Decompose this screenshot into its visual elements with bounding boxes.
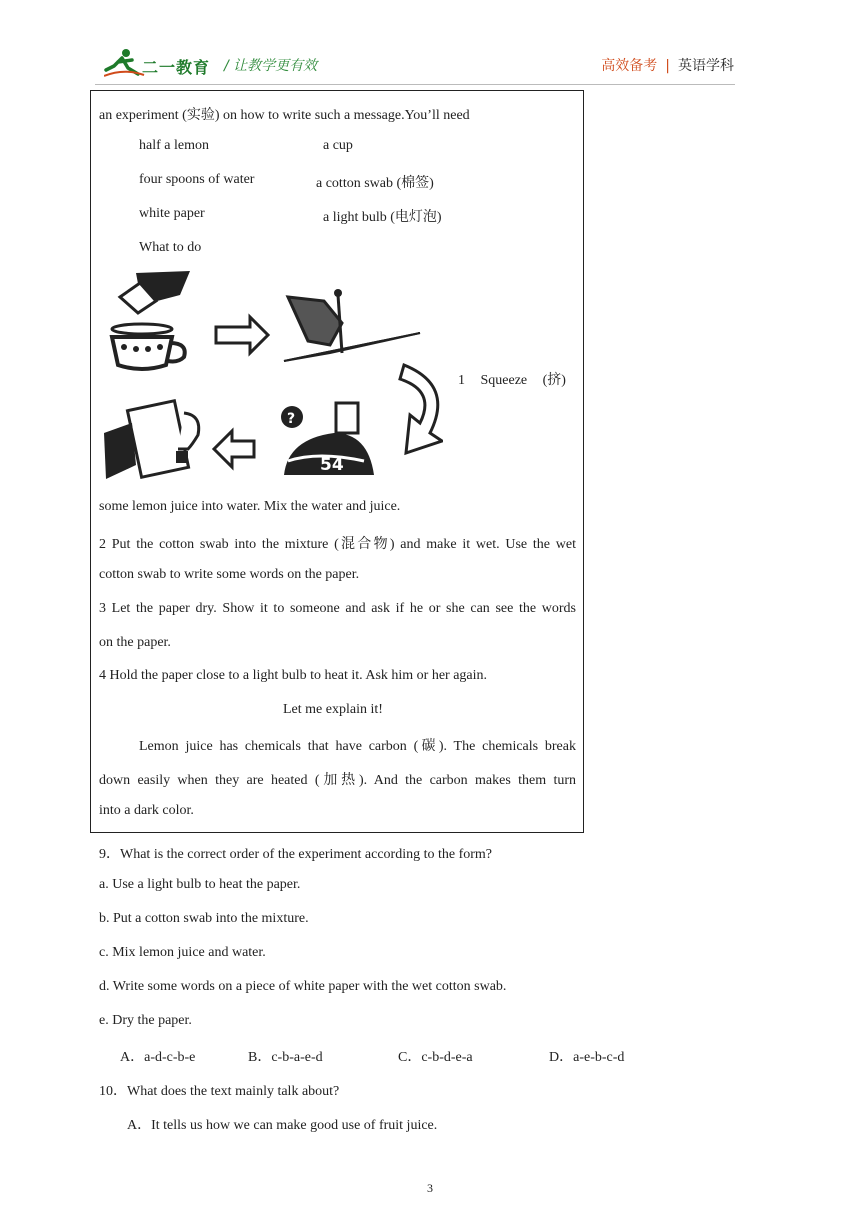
header-subject-name: 英语学科: [678, 58, 734, 74]
explain-heading: Let me explain it!: [283, 702, 383, 717]
header-exam-prep: 高效备考: [601, 58, 658, 74]
option-d[interactable]: D．a-e-b-c-d: [549, 1050, 625, 1065]
what-to-do-heading: What to do: [139, 240, 202, 255]
option-a[interactable]: A．a-d-c-b-e: [120, 1050, 196, 1065]
step-2-text-line1: 2 Put the cotton swab into the mixture (混合物) and make it wet. Use the wet: [99, 537, 576, 552]
explain-line1: Lemon juice has chemicals that have carbon (碳). The chemicals break: [139, 739, 576, 754]
header-subject: [601, 55, 734, 75]
material-item: a cup: [323, 138, 353, 153]
material-item: half a lemon: [139, 138, 209, 153]
jersey-number: 54: [320, 455, 344, 475]
arrow-right-icon: [216, 317, 268, 353]
squeeze-lemon-icon: [120, 271, 190, 313]
curved-arrow-down-icon: [400, 365, 442, 453]
step-4-text: 4 Hold the paper close to a light bulb to heat it. Ask him or her again.: [99, 668, 488, 683]
material-item: white paper: [139, 206, 205, 221]
material-item: four spoons of water: [139, 172, 255, 187]
slogan: / 让教学更有效: [224, 58, 318, 74]
cup-icon: [112, 324, 185, 369]
explain-line3: into a dark color.: [99, 803, 194, 818]
step-3-text-line2: on the paper.: [99, 635, 171, 650]
option-b[interactable]: B．c-b-a-e-d: [248, 1050, 323, 1065]
statement-item: e. Dry the paper.: [99, 1013, 192, 1028]
page-header: [0, 0, 860, 90]
question-10-stem: 10．What does the text mainly talk about?: [99, 1084, 340, 1099]
step-2-text-line2: cotton swab to write some words on the paper.: [99, 567, 360, 582]
step-3-text-line1: 3 Let the paper dry. Show it to someone and ask if he or she can see the words: [99, 601, 576, 616]
person-question-icon: [281, 403, 374, 475]
step-1-text: some lemon juice into water. Mix the water and juice.: [99, 499, 401, 514]
step-1-label: 1 Squeeze (挤): [458, 373, 566, 388]
explain-line2: down easily when they are heated (加热). And the carbon makes them turn: [99, 773, 576, 788]
question-9-stem: 9．What is the correct order of the experiment according to the form?: [99, 847, 493, 862]
write-with-swab-icon: [284, 289, 420, 361]
logo-text: 二一教育: [142, 58, 211, 77]
material-item: a light bulb (电灯泡): [323, 210, 442, 225]
svg-text:?: ?: [287, 411, 296, 427]
statement-item: c. Mix lemon juice and water.: [99, 945, 266, 960]
arrow-left-icon: [214, 431, 254, 467]
statement-item: b. Put a cotton swab into the mixture.: [99, 911, 309, 926]
passage-intro: an experiment (实验) on how to write such a message.You’ll need: [99, 108, 470, 123]
option-a[interactable]: A．It tells us how we can make good use of fruit juice.: [127, 1118, 438, 1133]
page-number: 3: [427, 1181, 433, 1195]
statement-item: a. Use a light bulb to heat the paper.: [99, 877, 301, 892]
paper-near-bulb-icon: [104, 401, 199, 479]
material-item: a cotton swab (棉签): [316, 176, 434, 191]
header-separator: |: [665, 58, 670, 74]
experiment-illustration: [98, 265, 443, 487]
header-rule: [95, 84, 735, 85]
statement-item: d. Write some words on a piece of white paper with the wet cotton swab.: [99, 979, 507, 994]
option-c[interactable]: C．c-b-d-e-a: [398, 1050, 473, 1065]
